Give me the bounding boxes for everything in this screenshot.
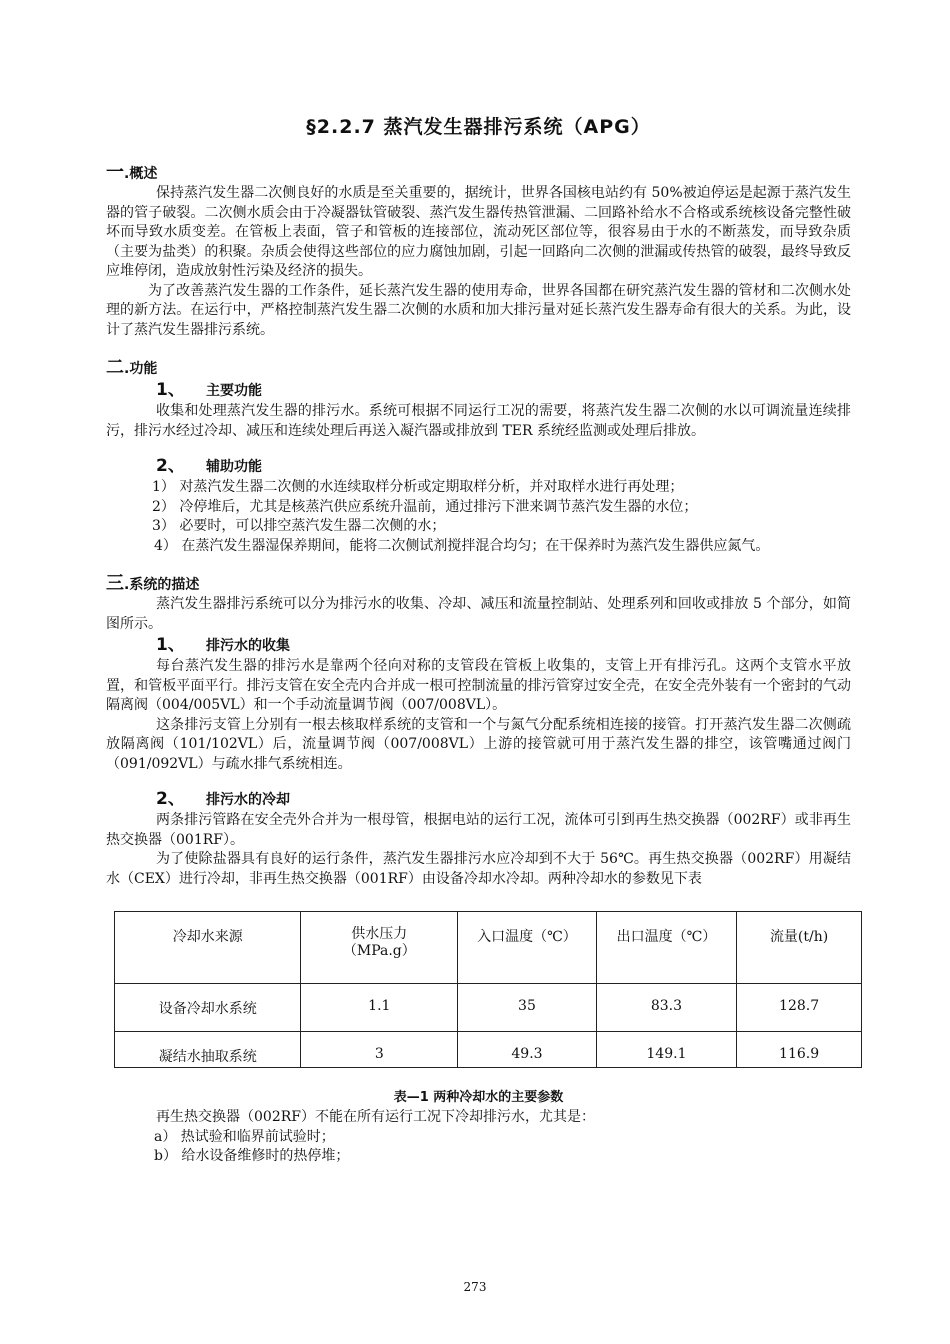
section-number: 三: [106, 573, 124, 594]
list-item: b） 给水设备维修时的热停堆；: [154, 1148, 350, 1164]
section-label: .功能: [124, 361, 158, 377]
paragraph: 两条排污管路在安全壳外合并为一根母管，根据电站的运行工况，流体可引到再生热交换器（002RF）或非再生热交换器（001RF）。: [106, 812, 851, 848]
header-line: （MPa.g）: [342, 943, 416, 959]
table-cell: 149.1: [596, 1032, 736, 1068]
table-cell: 凝结水抽取系统: [115, 1032, 301, 1068]
subsection-number: 1、: [156, 380, 185, 400]
document-title: §2.2.7 蒸汽发生器排污系统（APG）: [306, 116, 651, 138]
table-header-cell: 冷却水来源: [115, 912, 301, 984]
list-item: a） 热试验和临界前试验时；: [154, 1128, 335, 1145]
section-heading-description: [106, 574, 851, 595]
table-header-cell: 入口温度（℃）: [458, 912, 597, 984]
table-row: [115, 1032, 862, 1068]
subsection-heading: [106, 634, 851, 657]
section-label: .系统的描述: [124, 577, 200, 593]
cooling-water-params-table: [114, 911, 862, 1068]
paragraph: 蒸汽发生器排污系统可以分为排污水的收集、冷却、减压和流量控制站、处理系列和回收或排放 5 个部分，如简图所示。: [106, 596, 851, 632]
section-heading-function: [106, 358, 851, 379]
paragraph: 再生热交换器（002RF）不能在所有运行工况下冷却排污水，尤其是：: [156, 1109, 595, 1125]
paragraph: 这条排污支管上分别有一根去核取样系统的支管和一个与氮气分配系统相连接的接管。打开蒸汽发生器二次侧疏放隔离阀（101/102VL）后，流量调节阀（007/008VL）上游的接管就可用于蒸汽发生器的排空，该管嘴通过阀门（091/092VL）与疏水排气系统相连。: [106, 716, 851, 772]
subsection-number: 2、: [156, 456, 185, 476]
table-cell: 49.3: [458, 1032, 597, 1068]
spacer: [106, 556, 851, 570]
paragraph: 保持蒸汽发生器二次侧良好的水质是至关重要的，据统计，世界各国核电站约有 50%被迫停运是起源于蒸汽发生器的管子破裂。二次侧水质会由于冷凝器钛管破裂、蒸汽发生器传热管泄漏、二回路补给水不合格或系统核设备完整性破坏而导致水质变差。在管板上表面，管子和管板的连接部位，流动死区部位等，很容易由于水的不断蒸发，而导致杂质（主要为盐类）的积聚。杂质会使得这些部位的应力腐蚀加剧，引起一回路向二次侧的泄漏或传热管的破裂，最终导致反应堆停闭，造成放射性污染及经济的损失。: [106, 185, 851, 279]
document-page: [106, 112, 851, 1167]
section-number: 一: [106, 162, 124, 183]
table-cell: 83.3: [596, 984, 736, 1032]
list-item: 1） 对蒸汽发生器二次侧的水连续取样分析或定期取样分析，并对取样水进行再处理；: [152, 479, 684, 495]
paragraph: 每台蒸汽发生器的排污水是靠两个径向对称的支管段在管板上收集的，支管上开有排污孔。这两个支管水平放置，和管板平面平行。排污支管在安全壳内合并成一根可控制流量的排污管穿过安全壳，在安全壳外装有一个密封的气动隔离阀（004/005VL）和一个手动流量调节阀（007/008VL）。: [106, 658, 851, 713]
subsection-heading: [106, 788, 851, 811]
list-item: 3） 必要时，可以排空蒸汽发生器二次侧的水；: [152, 518, 446, 534]
paragraph: 为了使除盐器具有良好的运行条件，蒸汽发生器排污水应冷却到不大于 56℃。再生热交换器（002RF）用凝结水（CEX）进行冷却，非再生热交换器（001RF）由设备冷却水冷却。两种冷却水的参数见下表: [106, 851, 851, 887]
subsection-number: 1、: [156, 635, 185, 655]
spacer: [106, 441, 851, 455]
subsection-label: 排污水的冷却: [206, 792, 290, 808]
header-line: 供水压力: [351, 926, 408, 942]
list-item: 2） 冷停堆后，尤其是核蒸汽供应系统升温前，通过排污下泄来调节蒸汽发生器的水位；: [152, 498, 698, 515]
paragraph: 为了改善蒸汽发生器的工作条件，延长蒸汽发生器的使用寿命，世界各国都在研究蒸汽发生器的管材和二次侧水处理的新方法。在运行中，严格控制蒸汽发生器二次侧的水质和加大排污量对延长蒸汽发生器寿命有很大的关系。为此，设计了蒸汽发生器排污系统。: [106, 282, 851, 338]
section-label: .概述: [124, 166, 158, 182]
subsection-number: 2、: [156, 789, 185, 809]
paragraph: 收集和处理蒸汽发生器的排污水。系统可根据不同运行工况的需要，将蒸汽发生器二次侧的水以可调流量连续排污，排污水经过冷却、减压和连续处理后再送入凝汽器或排放到 TER 系统经监测或处理后排放。: [106, 403, 851, 439]
section-number: 二: [106, 357, 124, 378]
subsection-heading: [106, 455, 851, 478]
subsection-label: 辅助功能: [206, 459, 262, 475]
table-cell: 1.1: [301, 984, 458, 1032]
spacer: [106, 774, 851, 788]
table-cell: 3: [301, 1032, 458, 1068]
table-row: [115, 984, 862, 1032]
table-cell: 35: [458, 984, 597, 1032]
list-item: 4） 在蒸汽发生器湿保养期间，能将二次侧试剂搅拌混合均匀；在干保养时为蒸汽发生器供应氮气。: [154, 537, 770, 554]
table-caption: 表—1 两种冷却水的主要参数: [393, 1090, 564, 1105]
table-cell: 116.9: [737, 1032, 862, 1068]
subsection-label: 排污水的收集: [206, 638, 290, 654]
subsection-heading: [106, 379, 851, 402]
subsection-label: 主要功能: [206, 383, 262, 399]
table-cell: 设备冷却水系统: [115, 984, 301, 1032]
page-number: 273: [463, 1280, 487, 1294]
table-cell: 128.7: [737, 984, 862, 1032]
spacer: [106, 340, 851, 354]
table-header-cell: 流量(t/h): [737, 912, 862, 984]
table-header-cell: 出口温度（℃）: [596, 912, 736, 984]
table-header-cell: [301, 912, 458, 984]
table-header-row: [115, 912, 862, 984]
section-heading-overview: [106, 163, 851, 184]
